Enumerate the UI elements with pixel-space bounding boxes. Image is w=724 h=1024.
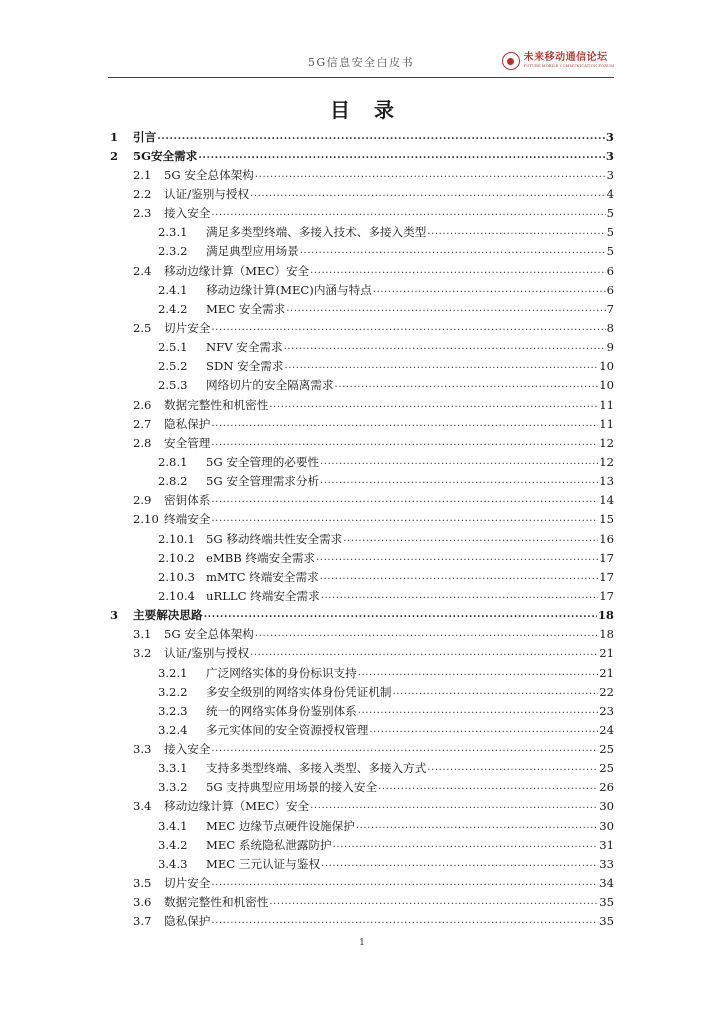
toc-entry[interactable] — [110, 912, 614, 931]
toc-entry[interactable] — [110, 586, 614, 605]
toc-entry[interactable] — [110, 242, 614, 261]
toc-leader-dots — [333, 839, 599, 851]
toc-entry[interactable] — [110, 204, 614, 223]
toc-entry-page: 6 — [606, 282, 614, 297]
toc-leader-dots — [321, 858, 598, 870]
toc-entry-title: 多安全级别的网络实体身份凭证机制 — [206, 684, 392, 699]
toc-leader-dots — [316, 552, 598, 564]
toc-entry-number: 3.5 — [133, 876, 152, 891]
toc-entry-page: 23 — [599, 703, 614, 718]
toc-entry[interactable] — [110, 625, 614, 644]
toc-entry-page: 3 — [605, 129, 614, 144]
toc-entry-title: MEC 系统隐私泄露防护 — [206, 837, 332, 852]
toc-entry-number: 2.8 — [133, 435, 152, 450]
toc-entry-title: 安全管理 — [164, 435, 211, 450]
toc-entry-number: 3.4.1 — [158, 818, 188, 833]
toc-entry[interactable] — [110, 184, 614, 203]
toc-entry-title: 引言 — [133, 129, 157, 144]
toc-entry-title: mMTC 终端安全需求 — [206, 569, 319, 584]
toc-entry[interactable] — [110, 299, 614, 318]
toc-entry-number: 2.5.1 — [158, 340, 188, 355]
toc-leader-dots — [321, 590, 599, 602]
toc-entry-number: 2.10 — [133, 512, 159, 527]
toc-entry-number: 2 — [110, 148, 119, 163]
toc-entry[interactable] — [110, 491, 614, 510]
toc-entry-title: 多元实体间的安全资源授权管理 — [206, 722, 369, 737]
toc-entry-title: 终端安全 — [164, 512, 211, 527]
header-title: 5G信息安全白皮书 — [307, 56, 415, 69]
toc-leader-dots — [255, 628, 598, 640]
toc-entry-page: 18 — [599, 627, 614, 642]
toc-entry-title: 隐私保护 — [164, 416, 211, 431]
toc-leader-dots — [211, 877, 598, 889]
toc-entry-number: 3.3 — [133, 742, 152, 757]
toc-entry-page: 22 — [599, 684, 614, 699]
toc-entry-number: 2.8.2 — [158, 474, 188, 489]
toc-entry[interactable] — [110, 778, 614, 797]
toc-entry[interactable] — [110, 395, 614, 414]
toc-entry[interactable] — [110, 893, 614, 912]
toc-leader-dots — [369, 724, 598, 736]
toc-leader-dots — [335, 379, 599, 391]
toc-leader-dots — [300, 245, 606, 257]
toc-leader-dots — [157, 131, 605, 143]
toc-leader-dots — [211, 494, 598, 506]
toc-entry[interactable] — [110, 414, 614, 433]
toc-entry-page: 17 — [599, 569, 614, 584]
toc-entry[interactable] — [110, 280, 614, 299]
toc-entry-number: 3.2.3 — [158, 703, 188, 718]
toc-entry-number: 3.2 — [133, 646, 152, 661]
toc-entry-title: 满足典型应用场景 — [206, 244, 299, 259]
toc-entry-number: 2.5.2 — [158, 359, 188, 374]
toc-entry-page: 9 — [606, 340, 614, 355]
toc-entry-title: 5G 安全总体架构 — [164, 627, 254, 642]
toc-entry[interactable] — [110, 318, 614, 337]
toc-entry-title: 5G 安全管理的必要性 — [206, 454, 320, 469]
toc-entry-title: 切片安全 — [164, 320, 211, 335]
toc-entry-number: 2.3 — [133, 206, 152, 221]
toc-entry-title: 5G 移动终端共性安全需求 — [206, 531, 343, 546]
toc-entry-page: 3 — [606, 167, 614, 182]
toc-entry-page: 35 — [599, 895, 614, 910]
toc-entry-title: 网络切片的安全隔离需求 — [206, 378, 334, 393]
toc-leader-dots — [286, 303, 605, 315]
toc-entry[interactable] — [110, 873, 614, 892]
toc-leader-dots — [356, 820, 598, 832]
toc-entry-number: 3.4 — [133, 799, 152, 814]
toc-entry-page: 12 — [599, 435, 614, 450]
toc-entry[interactable] — [110, 165, 614, 184]
toc-entry-title: 数据完整性和机密性 — [164, 397, 269, 412]
toc-entry-title: 移动边缘计算(MEC)内涵与特点 — [206, 282, 372, 297]
toc-entry-title: 移动边缘计算（MEC）安全 — [164, 263, 310, 278]
toc-leader-dots — [269, 399, 598, 411]
toc-entry[interactable] — [110, 720, 614, 739]
toc-entry-number: 2.5 — [133, 320, 152, 335]
toc-entry-number: 2.4.2 — [158, 301, 188, 316]
toc-entry-page: 35 — [599, 914, 614, 929]
toc-entry-page: 10 — [599, 378, 614, 393]
toc-entry-title: eMBB 终端安全需求 — [206, 550, 316, 565]
toc-title: 目录 — [330, 98, 418, 122]
toc-entry-page: 6 — [606, 263, 614, 278]
toc-entry[interactable] — [110, 510, 614, 529]
toc-entry-number: 2.3.2 — [158, 244, 188, 259]
toc-entry[interactable] — [110, 797, 614, 816]
toc-entry-title: MEC 三元认证与鉴权 — [206, 856, 321, 871]
toc-entry-title: 移动边缘计算（MEC）安全 — [164, 799, 310, 814]
toc-entry[interactable] — [110, 663, 614, 682]
toc-entry[interactable] — [110, 854, 614, 873]
toc-leader-dots — [343, 533, 598, 545]
toc-entry[interactable] — [110, 740, 614, 759]
toc-entry-title: 主要解决思路 — [133, 608, 203, 623]
toc-leader-dots — [378, 781, 598, 793]
page-header — [108, 46, 614, 76]
toc-entry-title: 5G 支持典型应用场景的接入安全 — [206, 780, 378, 795]
toc-entry-number: 3.2.2 — [158, 684, 188, 699]
toc-entry-number: 3.2.4 — [158, 722, 188, 737]
toc-entry-number: 3.3.1 — [158, 761, 188, 776]
toc-entry-page: 10 — [599, 359, 614, 374]
toc-entry-title: 满足多类型终端、多接入技术、多接入类型 — [206, 225, 427, 240]
toc-entry-page: 30 — [599, 818, 614, 833]
toc-entry-title: SDN 安全需求 — [206, 359, 284, 374]
toc-leader-dots — [284, 341, 606, 353]
toc-entry[interactable] — [110, 567, 614, 586]
toc-entry-number: 1 — [110, 129, 119, 144]
toc-entry-title: MEC 安全需求 — [206, 301, 286, 316]
toc-entry-page: 33 — [599, 856, 614, 871]
logo-text-cn: 未来移动通信论坛 — [523, 52, 608, 64]
toc-leader-dots — [269, 896, 598, 908]
toc-entry-page: 12 — [599, 454, 614, 469]
toc-entry-title: 数据完整性和机密性 — [164, 895, 269, 910]
toc-entry[interactable] — [110, 376, 614, 395]
toc-entry-number: 3.2.1 — [158, 665, 188, 680]
toc-entry-page: 16 — [599, 531, 614, 546]
toc-entry[interactable] — [110, 835, 614, 854]
toc-entry-number: 2.7 — [133, 416, 152, 431]
toc-leader-dots — [320, 571, 599, 583]
toc-entry-page: 13 — [599, 474, 614, 489]
toc-entry-number: 3.4.2 — [158, 837, 188, 852]
toc-entry-page: 15 — [599, 512, 614, 527]
toc-leader-dots — [211, 207, 605, 219]
toc-entry-number: 3.3.2 — [158, 780, 188, 795]
toc-entry-page: 14 — [599, 493, 614, 508]
toc-entry-number: 3.6 — [133, 895, 152, 910]
toc-entry-number: 2.5.3 — [158, 378, 188, 393]
toc-entry[interactable] — [110, 472, 614, 491]
toc-entry-page: 34 — [599, 876, 614, 891]
toc-entry-number: 2.4 — [133, 263, 152, 278]
toc-entry-number: 2.10.4 — [158, 588, 195, 603]
toc-entry[interactable] — [110, 644, 614, 663]
toc-entry-title: 切片安全 — [164, 876, 211, 891]
toc-entry-title: 密钥体系 — [164, 493, 211, 508]
toc-entry[interactable] — [110, 759, 614, 778]
toc-entry[interactable] — [110, 606, 614, 625]
toc-entry[interactable] — [110, 146, 614, 165]
forum-emblem-icon — [502, 52, 520, 70]
toc-entry-title: 支持多类型终端、多接入类型、多接入方式 — [206, 761, 427, 776]
toc-entry-title: 广泛网络实体的身份标识支持 — [206, 665, 357, 680]
toc-entry-title: 认证/鉴别与授权 — [164, 646, 250, 661]
toc-entry[interactable] — [110, 433, 614, 452]
toc-entry-page: 30 — [599, 799, 614, 814]
toc-entry[interactable] — [110, 452, 614, 471]
toc-entry[interactable] — [110, 261, 614, 280]
toc-entry-title: 认证/鉴别与授权 — [164, 186, 250, 201]
toc-entry[interactable] — [110, 127, 614, 146]
toc-entry-page: 21 — [599, 665, 614, 680]
toc-entry-number: 2.8.1 — [158, 454, 188, 469]
toc-entry-number: 2.10.3 — [158, 569, 195, 584]
toc-leader-dots — [255, 169, 606, 181]
header-divider — [108, 77, 614, 78]
toc-entry-number: 2.4.1 — [158, 282, 188, 297]
toc-entry-page: 17 — [599, 588, 614, 603]
toc-entry-page: 31 — [599, 837, 614, 852]
toc-entry-page: 26 — [599, 780, 614, 795]
toc-entry[interactable] — [110, 529, 614, 548]
toc-leader-dots — [211, 322, 605, 334]
toc-leader-dots — [250, 647, 598, 659]
toc-entry-number: 2.3.1 — [158, 225, 188, 240]
toc-entry-title: 接入安全 — [164, 206, 211, 221]
toc-entry-title: 隐私保护 — [164, 914, 211, 929]
toc-entry-page: 3 — [605, 148, 614, 163]
toc-entry-page: 4 — [606, 186, 614, 201]
toc-leader-dots — [427, 226, 605, 238]
toc-leader-dots — [211, 437, 598, 449]
toc-leader-dots — [211, 915, 598, 927]
toc-entry-number: 2.9 — [133, 493, 152, 508]
toc-entry-title: 5G安全需求 — [133, 148, 198, 163]
toc-entry-number: 2.6 — [133, 397, 152, 412]
toc-entry[interactable] — [110, 548, 614, 567]
toc-entry-page: 5 — [606, 244, 614, 259]
toc-entry-title: 接入安全 — [164, 742, 211, 757]
toc-leader-dots — [427, 762, 598, 774]
toc-leader-dots — [284, 360, 598, 372]
toc-entry-title: uRLLC 终端安全需求 — [206, 588, 320, 603]
toc-entry-title: 5G 安全管理需求分析 — [206, 474, 320, 489]
toc-entry[interactable] — [110, 338, 614, 357]
toc-leader-dots — [393, 686, 599, 698]
toc-entry[interactable] — [110, 357, 614, 376]
toc-leader-dots — [320, 475, 598, 487]
toc-entry-page: 21 — [599, 646, 614, 661]
toc-entry-number: 2.10.2 — [158, 550, 195, 565]
footer-page-number: 1 — [359, 938, 365, 948]
toc-entry-page: 8 — [606, 320, 614, 335]
toc-leader-dots — [204, 609, 597, 621]
toc-entry-title: 统一的网络实体身份鉴别体系 — [206, 703, 357, 718]
toc-leader-dots — [373, 284, 606, 296]
toc-leader-dots — [310, 800, 598, 812]
toc-entry-number: 3.1 — [133, 627, 152, 642]
toc-leader-dots — [211, 513, 598, 525]
toc-leader-dots — [198, 150, 605, 162]
toc-leader-dots — [310, 265, 605, 277]
toc-entry[interactable] — [110, 816, 614, 835]
toc-entry-page: 5 — [606, 206, 614, 221]
toc-entry-number: 2.2 — [133, 186, 152, 201]
toc-leader-dots — [358, 705, 599, 717]
toc-entry-number: 3 — [110, 608, 119, 623]
toc-entry-number: 2.1 — [133, 167, 152, 182]
toc-entry-number: 2.10.1 — [158, 531, 195, 546]
toc-entry[interactable] — [110, 223, 614, 242]
toc-entry-page: 17 — [599, 550, 614, 565]
toc-entry-page: 11 — [599, 416, 614, 431]
toc-entry-number: 3.7 — [133, 914, 152, 929]
toc-entry-page: 7 — [606, 301, 614, 316]
toc-entry-page: 25 — [599, 761, 614, 776]
toc-leader-dots — [320, 456, 598, 468]
toc-entry-page: 24 — [599, 722, 614, 737]
toc-entry-title: 5G 安全总体架构 — [164, 167, 254, 182]
toc-entry-page: 25 — [599, 742, 614, 757]
toc-entry[interactable] — [110, 701, 614, 720]
toc-entry-number: 3.4.3 — [158, 856, 188, 871]
forum-logo — [502, 50, 614, 72]
toc-entry-page: 18 — [597, 608, 614, 623]
toc-entry[interactable] — [110, 682, 614, 701]
logo-text-en: FUTURE MOBILE COMMUNICATION FORUM — [523, 64, 614, 69]
toc-leader-dots — [211, 743, 598, 755]
toc-entry-title: NFV 安全需求 — [206, 340, 283, 355]
toc-leader-dots — [250, 188, 606, 200]
toc-leader-dots — [358, 667, 599, 679]
toc-leader-dots — [211, 418, 598, 430]
toc-entry-page: 5 — [606, 225, 614, 240]
toc-entry-title: MEC 边缘节点硬件设施保护 — [206, 818, 355, 833]
table-of-contents — [110, 127, 614, 931]
toc-entry-page: 11 — [599, 397, 614, 412]
